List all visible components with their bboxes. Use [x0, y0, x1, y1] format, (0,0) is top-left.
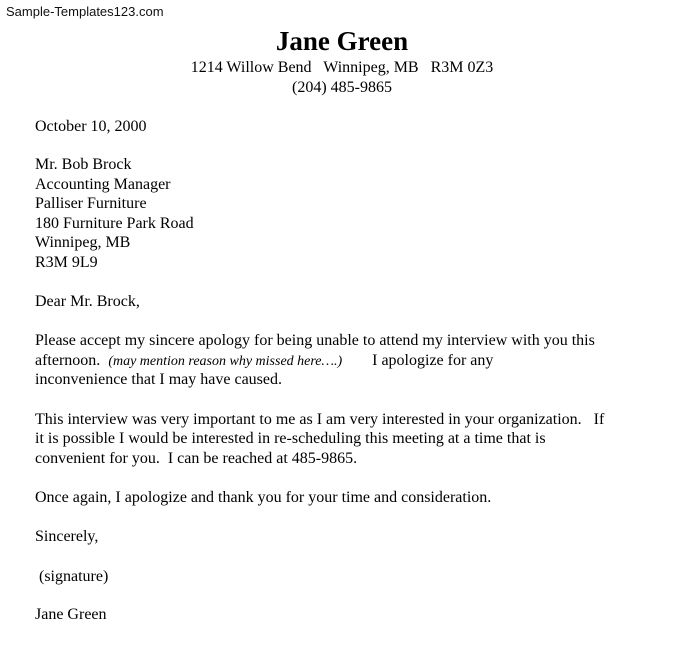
paragraph-2-line-2: it is possible I would be interested in re-scheduling this meeting at a time that is	[35, 430, 546, 447]
salutation: Dear Mr. Brock,	[35, 293, 140, 310]
recipient-city: Winnipeg, MB	[35, 234, 131, 251]
sender-name: Jane Green	[275, 26, 409, 56]
paragraph-1-line-2-end: I apologize for any	[372, 352, 494, 369]
sender-phone: (204) 485-9865	[292, 79, 392, 96]
recipient-name: Mr. Bob Brock	[35, 156, 132, 173]
paragraph-1-line-3: inconvenience that I may have caused.	[35, 371, 282, 388]
paragraph-1-line-2	[35, 351, 493, 372]
paragraph-1-line-1: Please accept my sincere apology for being unable to attend my interview with you this	[35, 332, 595, 349]
paragraph-3: Once again, I apologize and thank you for your time and consideration.	[35, 489, 492, 506]
recipient-street: 180 Furniture Park Road	[35, 215, 194, 232]
letter-date: October 10, 2000	[35, 118, 147, 135]
sender-address: 1214 Willow Bend Winnipeg, MB R3M 0Z3	[190, 59, 494, 76]
closing: Sincerely,	[35, 528, 99, 545]
signature-placeholder: (signature)	[35, 568, 109, 585]
paragraph-1-line-2-start: afternoon.	[35, 352, 101, 369]
recipient-company: Palliser Furniture	[35, 195, 147, 212]
missed-reason-note: (may mention reason why missed here….)	[108, 354, 343, 369]
paragraph-2-line-3: convenient for you. I can be reached at 485-9865.	[35, 450, 358, 467]
watermark: Sample-Templates123.com	[6, 4, 164, 19]
recipient-title: Accounting Manager	[35, 176, 171, 193]
paragraph-2-line-1: This interview was very important to me as I am very interested in your organization. If	[35, 411, 605, 428]
signer-name: Jane Green	[35, 606, 107, 623]
recipient-postal: R3M 9L9	[35, 254, 98, 271]
